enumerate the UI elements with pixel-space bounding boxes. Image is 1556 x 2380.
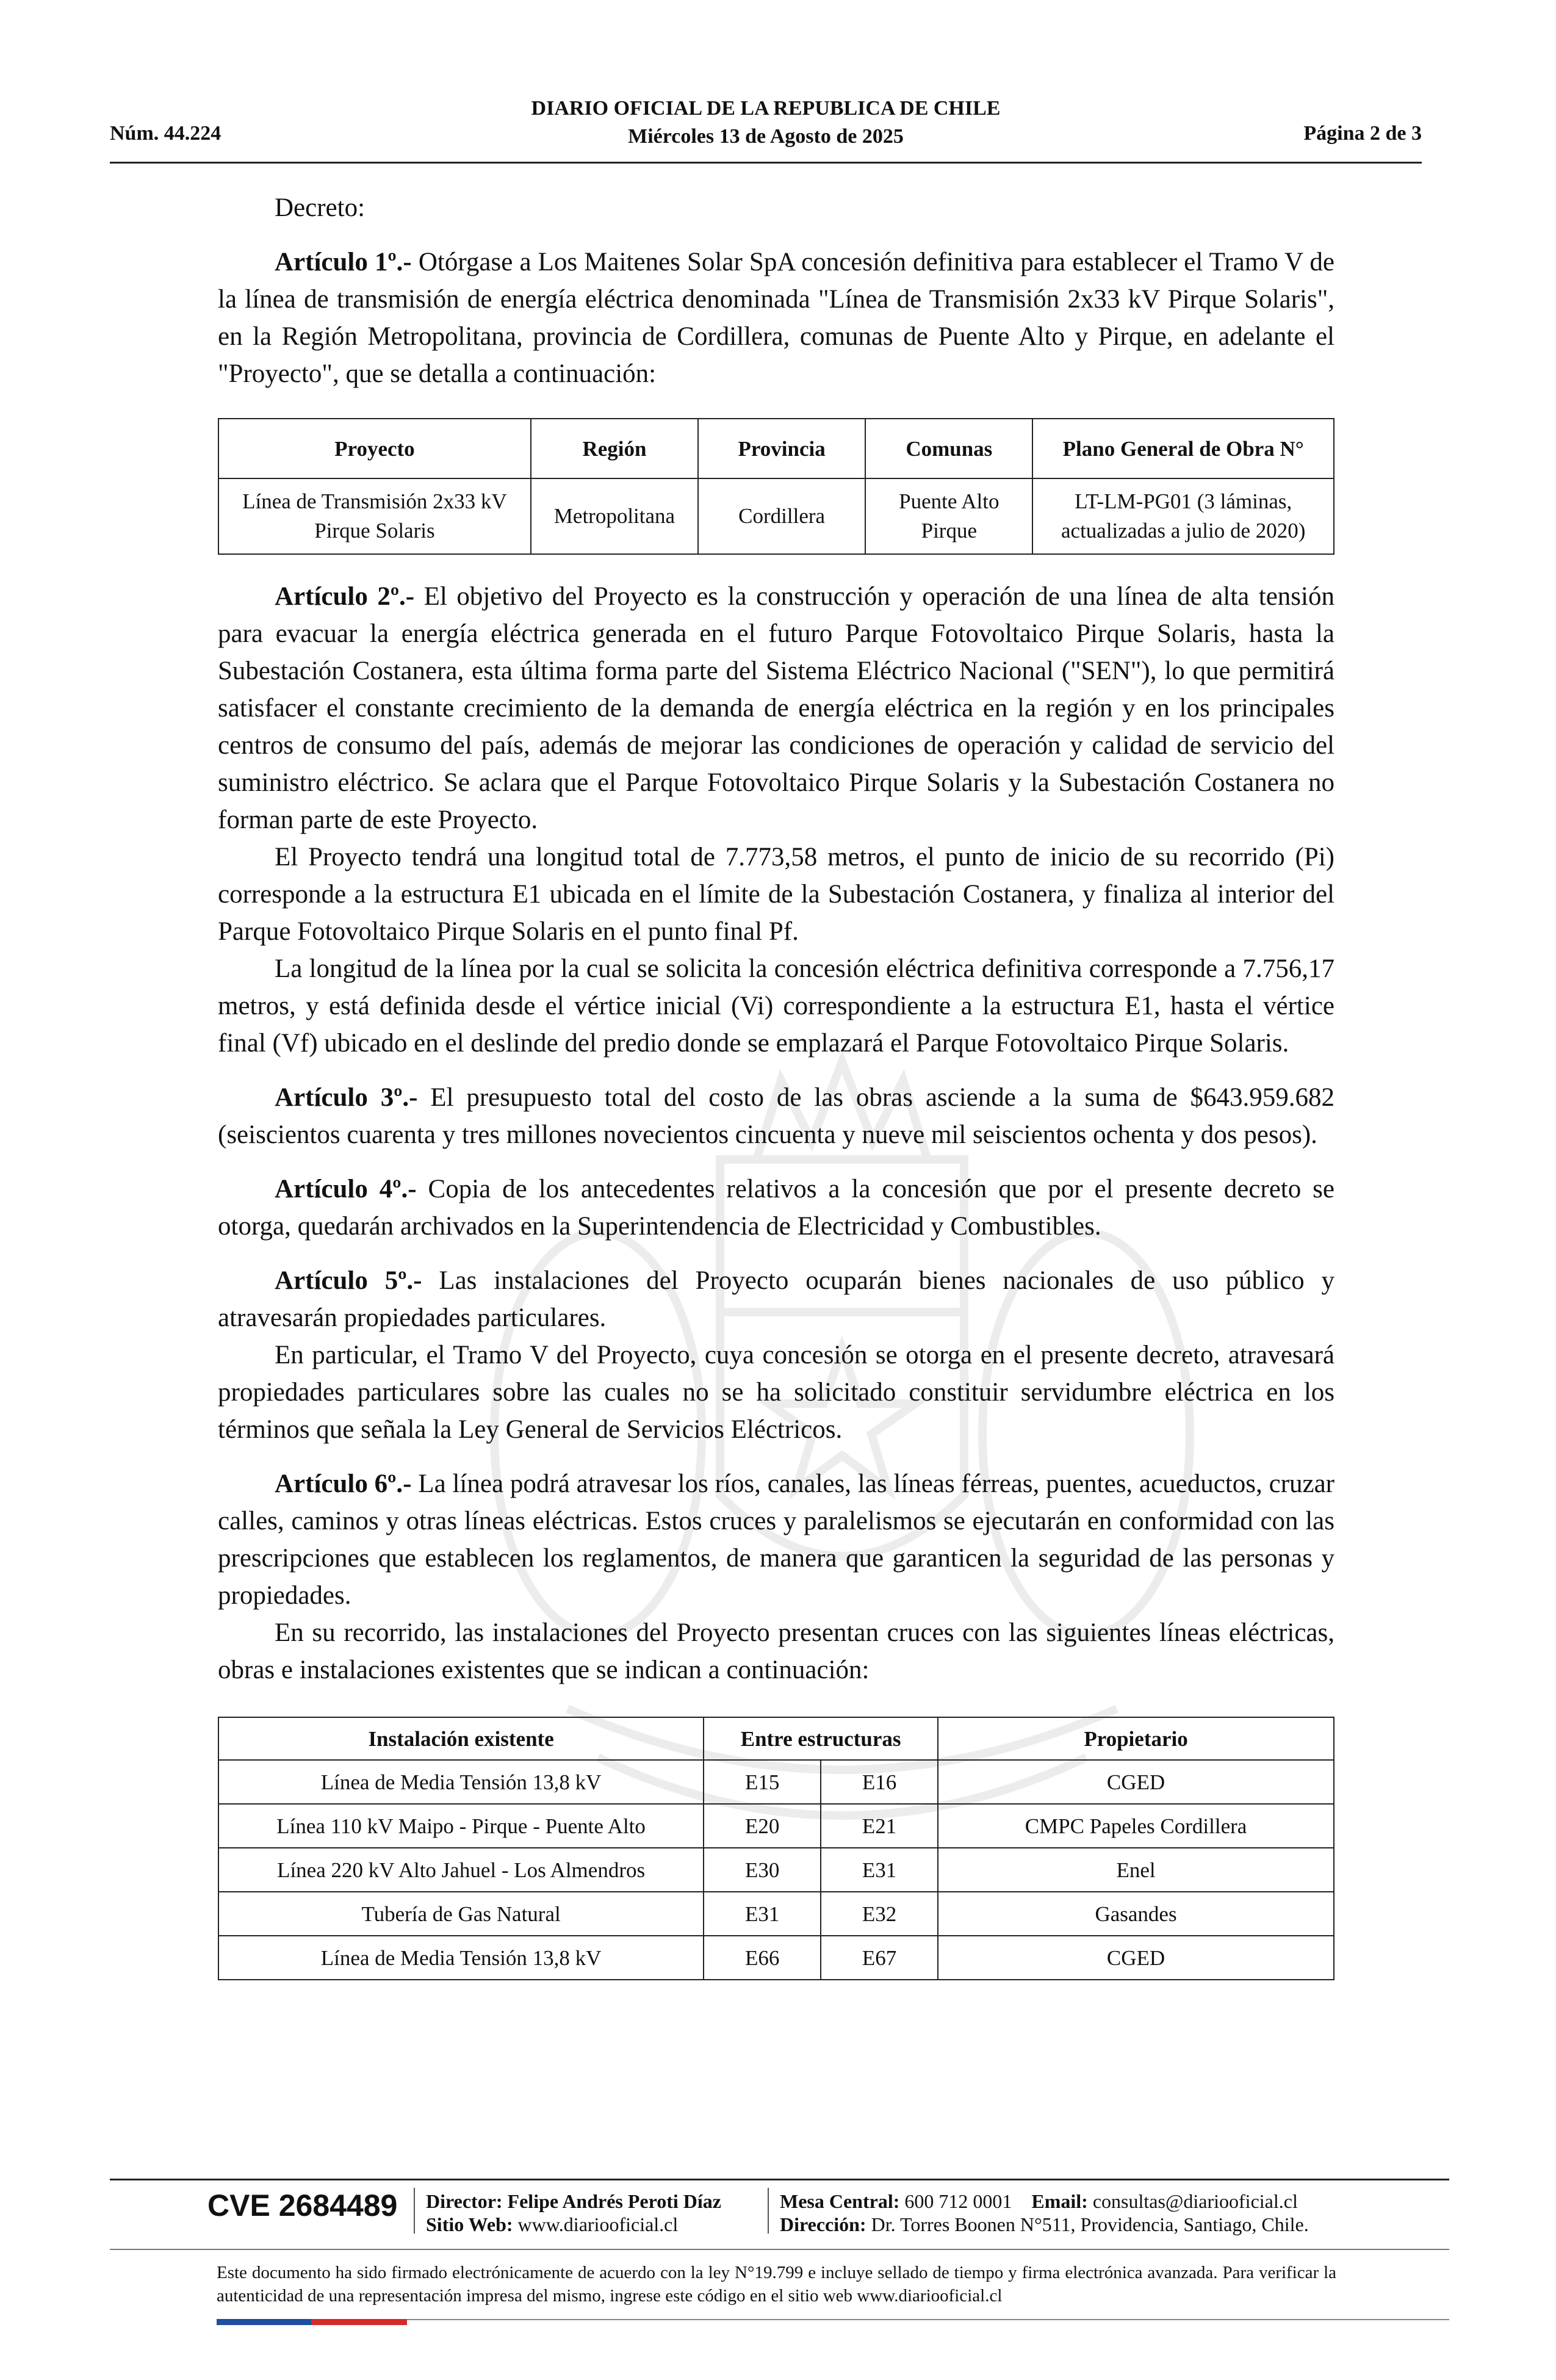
- article-3-text: El presupuesto total del costo de las obras asciende a la suma de $643.959.682 (seiscientos cuarenta y tres millones novecientos cincuenta y nueve mil seiscientos ochenta y dos pesos).: [218, 1083, 1334, 1149]
- propietario-cell: CGED: [938, 1760, 1334, 1804]
- article-1: [218, 243, 1334, 392]
- region-cell: Metropolitana: [531, 478, 698, 554]
- proyecto-cell: [218, 478, 531, 554]
- mesa-label: Mesa Central:: [780, 2190, 900, 2212]
- footer-divider: [768, 2188, 769, 2234]
- footer-contact: [780, 2190, 1309, 2213]
- director-label: Director:: [426, 2190, 503, 2212]
- estructura-from-cell: E20: [704, 1804, 821, 1848]
- article-1-label: Artículo 1º.-: [275, 248, 412, 276]
- article-2-text: El objetivo del Proyecto es la construcción y operación de una línea de alta tensión para evacuar la energía eléctrica generada en el futuro Parque Fotovoltaico Pirque Solaris, hasta la Subestación Costanera, esta última forma parte del Sistema Eléctrico Nacional ("SEN"), lo que permitirá satisfacer el constante crecimiento de la demanda de energía eléctrica en la región y en los principales centros de consumo del país, además de mejorar las condiciones de operación y calidad de servicio del suministro eléctrico. Se aclara que el Parque Fotovoltaico Pirque Solaris y la Subestación Costanera no forman parte de este Proyecto.: [218, 582, 1334, 834]
- article-6-text: La línea podrá atravesar los ríos, canales, las líneas férreas, puentes, acueductos, cruzar calles, caminos y otras líneas eléctricas. Estos cruces y paralelismos se ejecutarán en conformidad con las prescripciones que establecen los reglamentos, de manera que garanticen la seguridad de las personas y propiedades.: [218, 1469, 1335, 1610]
- estructura-from-cell: E31: [704, 1892, 821, 1936]
- instalacion-cell: Línea de Media Tensión 13,8 kV: [218, 1936, 704, 1980]
- article-5: [218, 1262, 1334, 1336]
- estructura-to-cell: E16: [821, 1760, 938, 1804]
- instalacion-cell: Línea de Media Tensión 13,8 kV: [218, 1760, 704, 1804]
- article-5-paragraph-2: En particular, el Tramo V del Proyecto, cuya concesión se otorga en el presente decreto, atravesará propiedades particulares sobre las cuales no se ha solicitado constituir servidumbre eléctrica en los términos que señala la Ley General de Servicios Eléctricos.: [218, 1341, 1334, 1444]
- direccion-label: Dirección:: [780, 2213, 866, 2235]
- article-2-paragraph-3: La longitud de la línea por la cual se solicita la concesión eléctrica definitiva corresponde a 7.756,17 metros, y está definida desde el vértice inicial (Vi) correspondiente a la estructura E1, hasta el vértice final (Vf) ubicado en el deslinde del predio donde se emplazará el Parque Fotovoltaico Pirque Solaris.: [218, 954, 1334, 1058]
- signature-note: Este documento ha sido firmado electrónicamente de acuerdo con la ley N°19.799 e incluye sellado de tiempo y firma electrónica avanzada. Para verificar la autenticidad de una representación impresa del mismo, ingrese este código en el sitio web www.diariooficial.cl: [217, 2263, 1336, 2306]
- cell-line: Pirque: [921, 519, 977, 543]
- estructura-to-cell: E21: [821, 1804, 938, 1848]
- table-row: [218, 1936, 1334, 1980]
- cell-line: Puente Alto: [899, 489, 1000, 513]
- provincia-cell: Cordillera: [698, 478, 865, 554]
- footer-bottom-rule: [407, 2319, 1449, 2320]
- cell-line: Pirque Solaris: [314, 519, 435, 543]
- footer-address: [780, 2213, 1309, 2236]
- decreto-heading: Decreto:: [275, 193, 366, 222]
- article-4: [218, 1170, 1334, 1245]
- article-3-label: Artículo 3º.-: [275, 1083, 418, 1112]
- cell-line: Línea de Transmisión 2x33 kV: [242, 489, 507, 513]
- article-2-label: Artículo 2º.-: [275, 582, 415, 611]
- estructura-from-cell: E30: [704, 1848, 821, 1892]
- table-row: [218, 478, 1334, 554]
- article-5-label: Artículo 5º.-: [275, 1266, 422, 1295]
- footer-mid-rule: [110, 2249, 1449, 2250]
- flag-bar-blue: [217, 2319, 311, 2325]
- footer-top-rule: [110, 2179, 1449, 2180]
- mesa-value: 600 712 0001: [904, 2190, 1012, 2212]
- page-number: Página 2 de 3: [1303, 122, 1422, 145]
- director-value: Felipe Andrés Peroti Díaz: [507, 2190, 721, 2212]
- estructura-to-cell: E67: [821, 1936, 938, 1980]
- instalacion-cell: Línea 220 kV Alto Jahuel - Los Almendros: [218, 1848, 704, 1892]
- estructura-from-cell: E66: [704, 1936, 821, 1980]
- propietario-cell: CGED: [938, 1936, 1334, 1980]
- propietario-cell: Enel: [938, 1848, 1334, 1892]
- table-header-cell: Proyecto: [218, 419, 531, 478]
- table-header-cell: Provincia: [698, 419, 865, 478]
- flag-bar-red: [311, 2319, 407, 2325]
- crossings-table-header: [218, 1717, 1334, 1760]
- table-header-cell: Plano General de Obra N°: [1032, 419, 1334, 478]
- propietario-cell: CMPC Papeles Cordillera: [938, 1804, 1334, 1848]
- table-header-cell: Instalación existente: [218, 1717, 704, 1760]
- footer-contact-block: [780, 2190, 1309, 2236]
- web-label: Sitio Web:: [426, 2213, 513, 2235]
- document-body: [218, 189, 1334, 1980]
- cve-code: CVE 2684489: [207, 2188, 398, 2223]
- table-header-cell: Propietario: [938, 1717, 1334, 1760]
- article-6-paragraph-2: En su recorrido, las instalaciones del Proyecto presentan cruces con las siguientes líneas eléctricas, obras e instalaciones existentes que se indican a continuación:: [218, 1618, 1334, 1684]
- table-header-cell: Comunas: [865, 419, 1032, 478]
- table-row: [218, 1760, 1334, 1804]
- plano-cell: [1032, 478, 1334, 554]
- footer-divider: [414, 2188, 415, 2234]
- email-label: Email:: [1031, 2190, 1088, 2212]
- direccion-value: Dr. Torres Boonen N°511, Providencia, Santiago, Chile.: [871, 2213, 1309, 2235]
- issue-date: Miércoles 13 de Agosto de 2025: [628, 125, 904, 148]
- comunas-cell: [865, 478, 1032, 554]
- table-header-cell: Entre estructuras: [704, 1717, 938, 1760]
- footer-director-block: [426, 2190, 721, 2236]
- estructura-from-cell: E15: [704, 1760, 821, 1804]
- propietario-cell: Gasandes: [938, 1892, 1334, 1936]
- cell-line: actualizadas a julio de 2020): [1061, 519, 1306, 543]
- article-6: [218, 1465, 1334, 1614]
- table-row: [218, 1804, 1334, 1848]
- instalacion-cell: Tubería de Gas Natural: [218, 1892, 704, 1936]
- header-center: [110, 95, 1422, 151]
- article-2: [218, 578, 1334, 838]
- instalacion-cell: Línea 110 kV Maipo - Pirque - Puente Alto: [218, 1804, 704, 1848]
- article-4-label: Artículo 4º.-: [275, 1175, 417, 1203]
- newspaper-title: DIARIO OFICIAL DE LA REPUBLICA DE CHILE: [531, 97, 1001, 120]
- article-1-text: Otórgase a Los Maitenes Solar SpA concesión definitiva para establecer el Tramo V de la línea de transmisión de energía eléctrica denominada "Línea de Transmisión 2x33 kV Pirque Solaris", en la Región Metropolitana, provincia de Cordillera, comunas de Puente Alto y Pirque, en adelante el "Proyecto", que se detalla a continuación:: [218, 248, 1334, 388]
- issue-number: Núm. 44.224: [110, 122, 222, 145]
- table-header-cell: Región: [531, 419, 698, 478]
- estructura-to-cell: E32: [821, 1892, 938, 1936]
- project-table: [218, 418, 1334, 555]
- article-5-text: Las instalaciones del Proyecto ocuparán bienes nacionales de uso público y atravesarán propiedades particulares.: [218, 1266, 1334, 1332]
- estructura-to-cell: E31: [821, 1848, 938, 1892]
- footer-website: [426, 2213, 721, 2236]
- article-6-label: Artículo 6º.-: [275, 1469, 412, 1498]
- web-link[interactable]: www.diariooficial.cl: [517, 2213, 679, 2235]
- table-row: [218, 1848, 1334, 1892]
- article-3: [218, 1079, 1334, 1153]
- project-table-header: [218, 419, 1334, 478]
- page-header: [110, 95, 1422, 164]
- article-2-paragraph-2: El Proyecto tendrá una longitud total de 7.773,58 metros, el punto de inicio de su recorrido (Pi) corresponde a la estructura E1 ubicada en el límite de la Subestación Costanera, y finaliza al interior del Parque Fotovoltaico Pirque Solaris en el punto final Pf.: [218, 843, 1334, 946]
- article-4-text: Copia de los antecedentes relativos a la concesión que por el presente decreto se otorga, quedarán archivados en la Superintendencia de Electricidad y Combustibles.: [218, 1175, 1335, 1241]
- footer-director: [426, 2190, 721, 2213]
- cell-line: LT-LM-PG01 (3 láminas,: [1075, 489, 1292, 513]
- crossings-table: [218, 1717, 1334, 1980]
- table-row: [218, 1892, 1334, 1936]
- email-link[interactable]: consultas@diariooficial.cl: [1092, 2190, 1298, 2212]
